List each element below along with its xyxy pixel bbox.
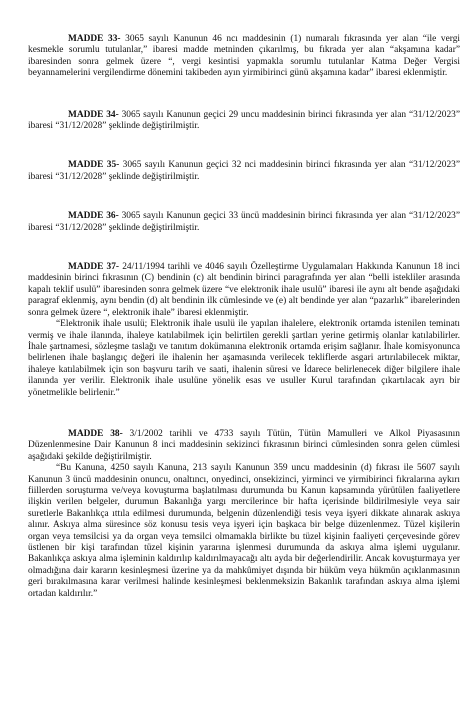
article-text: 3065 sayılı Kanunun geçici 29 uncu maddesinin birinci fıkrasında yer alan “31/12/2023” ibaresi “31/12/2028” şeklinde değiştirilmiştir. [28, 109, 460, 132]
article-heading: MADDE 38- [68, 428, 123, 439]
article-heading: MADDE 37- [68, 262, 120, 273]
article-text: 3/1/2002 tarihli ve 4733 sayılı Tütün, Tütün Mamulleri ve Alkol Piyasasının Düzenlenmesine Dair Kanunun 8 inci maddesinin sekizinci fıkrasının birinci cümlesinden sonra gelen cümlesi aşağıdaki şekilde değiştirilmiştir. [28, 428, 460, 462]
article-paragraph [28, 160, 460, 183]
article-heading: MADDE 36- [68, 211, 119, 222]
article-37 [28, 262, 460, 399]
article-35 [28, 160, 460, 183]
article-33 [28, 34, 460, 80]
article-heading: MADDE 35- [68, 160, 120, 171]
quoted-paragraph: “Elektronik ihale usulü; Elektronik ihale usulü ile yapılan ihalelere, elektronik ortamda istenilen teminatı vermiş ve ihale ilanında, ihaleye katılabilmek için belirtilen gerekli şartları yerine getirmiş olanlar katılabilirler. İhale şartnamesi, sözleşme taslağı ve tanıtım dokümanına elektronik ortamda erişim sağlanır. İhale komisyonunca belirlenen ihale başlangıç değeri ile ihalenin her aşamasında verilecek tekliflerde asgari artırılabilecek miktar, ihaleye katılabilmek için son başvuru tarih ve saati, ihalenin süresi ve İdarece belirlenecek diğer bilgilere ihale ilanında yer verilir. Elektronik ihale usulüne yönelik esas ve usuller Kurul tarafından çıkartılacak ayrı bir yönetmelikle belirlenir.” [28, 319, 460, 398]
article-text: 3065 sayılı Kanunun geçici 33 üncü maddesinin birinci fıkrasında yer alan “31/12/2023” ibaresi “31/12/2028” şeklinde değiştirilmiştir. [28, 211, 460, 233]
article-paragraph [28, 262, 460, 319]
article-paragraph [28, 211, 460, 234]
article-heading: MADDE 33- [68, 34, 121, 44]
article-38 [28, 429, 460, 600]
article-text: 3065 sayılı Kanunun geçici 32 nci maddesinin birinci fıkrasında yer alan “31/12/2023” ibaresi “31/12/2028” şeklinde değiştirilmiştir. [28, 160, 460, 182]
article-34 [28, 110, 460, 133]
article-36 [28, 211, 460, 234]
article-text: 3065 sayılı Kanunun 46 ncı maddesinin (1) numaralı fıkrasında yer alan “ile vergi kesmekle sorumlu tutulanlar,” ibaresi madde metninden çıkarılmış, bu fıkrada yer alan “akşamına kadar” ibaresinden sonra gelmek üzere “, vergi kesintisi yapmakla sorumlu tutulanlar Katma Değer Vergisi beyannamelerini vergilendirme dönemini takibeden ayın yirmibirinci günü akşamına kadar” ibaresi eklenmiştir. [28, 34, 460, 79]
article-text: 24/11/1994 tarihli ve 4046 sayılı Özelleştirme Uygulamaları Hakkında Kanunun 18 inci maddesinin birinci fıkrasının (C) bendinin (c) alt bendinin birinci paragrafında yer alan “belli istekliler arasında kapalı teklif usulü” ibaresinden sonra gelmek üzere “ve elektronik ihale usulü” ibaresi ile aynı alt bende aşağıdaki paragraf eklenmiş, aynı bendin (d) alt bendinin ilk cümlesinde ve (e) alt bendinde yer alan “pazarlık” ibarelerinden sonra gelmek üzere “, elektronik ihale” ibaresi eklenmiştir. [28, 262, 460, 318]
article-paragraph [28, 110, 460, 133]
article-paragraph [28, 429, 460, 463]
quoted-paragraph: “Bu Kanuna, 4250 sayılı Kanuna, 213 sayılı Kanunun 359 uncu maddesinin (d) fıkrası ile 5607 sayılı Kanunun 3 üncü maddesinin onuncu, onaltıncı, onyedinci, onsekizinci, yirminci ve yirmibirinci fıkralarına aykırı fiillerden soruşturma ve/veya kovuşturma başlatılması durumunda bu Kanun kapsamında yürütülen faaliyetlere ilişkin verilen belgeler, durumun Bakanlığa yargı mercilerince bir hafta içerisinde bildirilmesiyle veya sair suretlerle Bakanlıkça ıttıla edilmesi durumunda, belgenin düzenlendiği tesis veya işyeri dikkate alınarak askıya alınır. Askıya alma süresince söz konusu tesis veya işyeri için başkaca bir belge düzenlenmez. Tüzel kişilerin organ veya temsilcisi ya da organ veya temsilci olmamakla birlikte bu tüzel kişinin faaliyeti çerçevesinde görev üstlenen bir kişi tarafından tüzel kişinin yararına işlenmesi durumunda da askıya alma işlemi uygulanır. Bakanlıkça askıya alma işleminin kaldırılıp kaldırılmayacağı altı ayda bir değerlendirilir. Ancak kovuşturmaya yer olmadığına dair kararın kesinleşmesi üzerine ya da mahkûmiyet dışında bir hüküm veya hükmün açıklanmasının geri bırakılmasına karar verilmesi halinde kesinleşmesi beklenmeksizin Bakanlık tarafından askıya alma işlemi ortadan kaldırılır.” [28, 463, 460, 599]
article-paragraph [28, 34, 460, 80]
article-heading: MADDE 34- [68, 109, 119, 120]
